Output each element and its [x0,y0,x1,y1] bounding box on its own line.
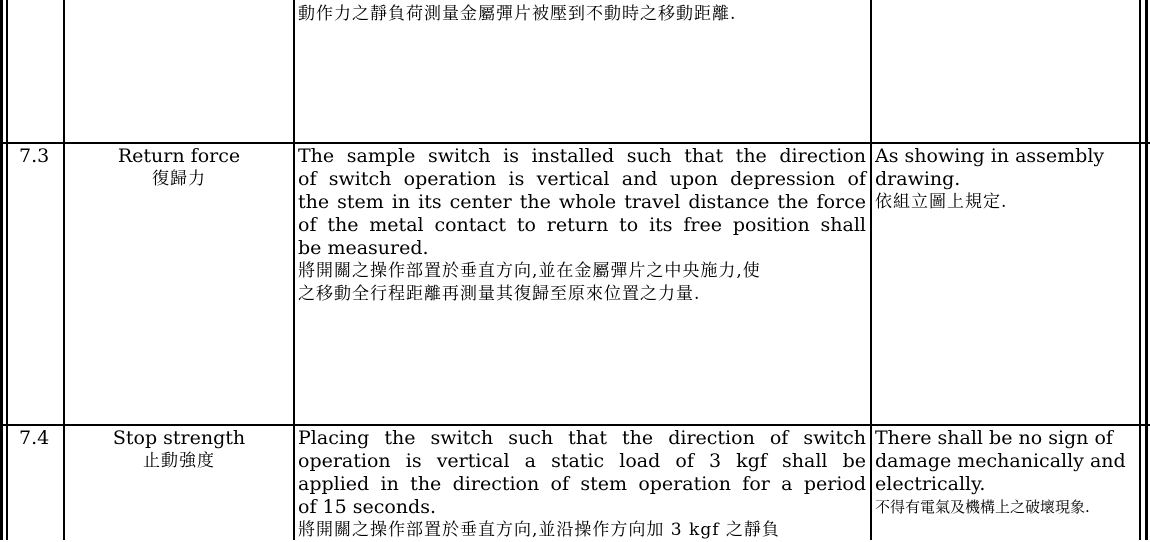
column-divider-description [870,0,872,540]
requirement-line-zh: 依組立圖上規定. [875,192,1008,212]
description-line: applied in the direction of stem operation for a period [298,473,866,495]
description-line: Placing the switch such that the direction of switch [298,427,866,449]
description-line: of the metal contact to return to its free position shall [298,214,866,236]
item-name [65,427,293,473]
requirement-line: There shall be no sign of [875,427,1113,449]
description-line-zh: 將開關之操作部置於垂直方向,並在金屬彈片之中央施力,使 [298,261,761,281]
item-name-en: Stop strength [112,427,246,449]
requirement-line: As showing in assembly [875,145,1105,167]
table-border-left-inner [6,0,8,540]
column-divider-item [293,0,295,540]
description-line: the stem in its center the whole travel distance the force [298,191,866,213]
test-description [298,427,866,542]
table-border-right [1145,0,1148,540]
description-line: The sample switch is installed such that the direction [298,145,866,167]
item-name-zh: 止動強度 [143,451,215,471]
row-number: 7.4 [19,427,50,449]
requirement-line: electrically. [875,473,986,495]
requirement [875,427,1126,519]
row-divider-7-3 [0,142,1150,144]
item-name-en: Return force [117,145,241,167]
row-number: 7.3 [19,145,50,167]
table-border-right-inner [1139,0,1141,540]
item-name-zh: 復歸力 [152,169,206,189]
description-line-zh: 將開關之操作部置於垂直方向,並沿操作方向加 3 kgf 之靜負 [298,520,780,540]
row-divider-7-4 [0,424,1150,426]
requirement-line: drawing. [875,168,961,190]
description-line-zh: 之移動全行程距離再測量其復歸至原來位置之力量. [298,284,701,304]
description-line: 動作力之靜負荷測量金屬彈片被壓到不動時之移動距離. [298,4,737,24]
description-line: operation is vertical a static load of 3 kgf shall be [298,450,866,472]
table-border-left [0,0,3,540]
test-description [298,145,866,306]
requirement-line-zh: 不得有電氣及機構上之破壞現象. [875,498,1090,516]
description-line: of switch operation is vertical and upon depression of [298,168,866,190]
requirement-line: damage mechanically and [875,450,1126,472]
table-row-continued [298,3,736,26]
description-line: of 15 seconds. [298,496,436,518]
item-name [65,145,293,191]
description-line: be measured. [298,237,429,259]
requirement [875,145,1104,214]
